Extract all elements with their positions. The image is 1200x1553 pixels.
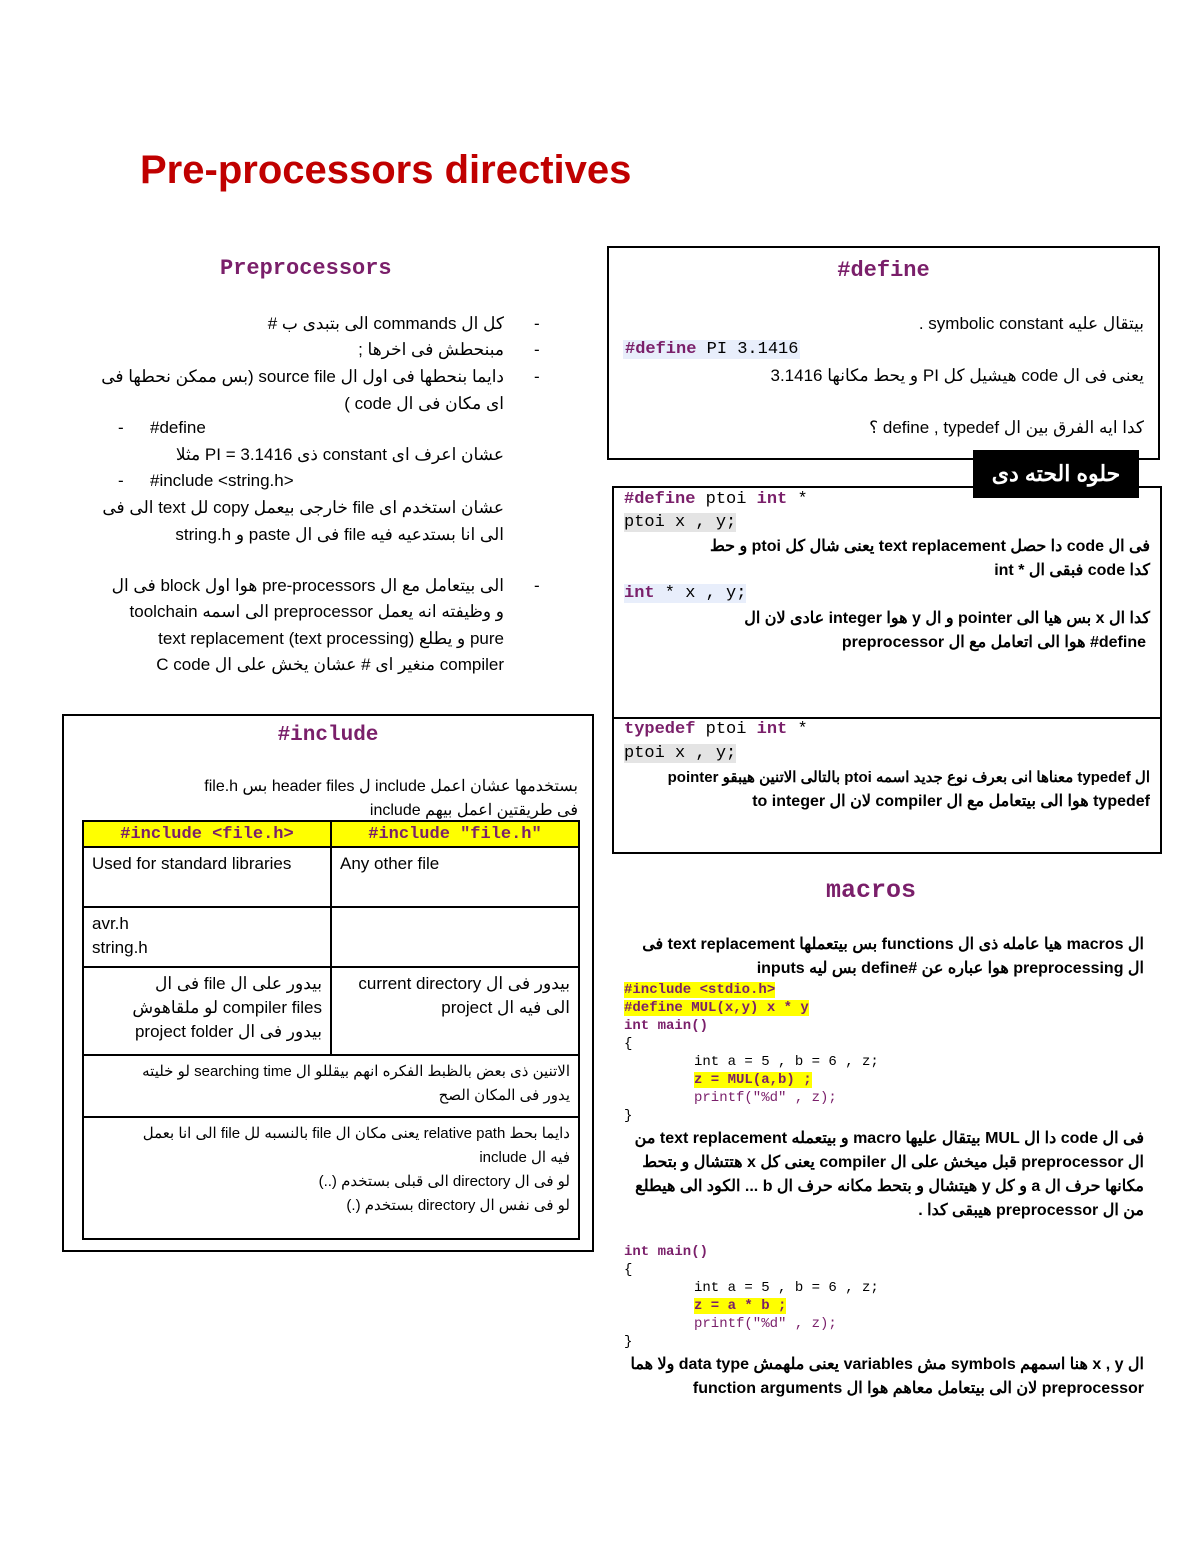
macros-text: فى ال code دا ال MUL بيتقال عليها macro و بيتعمله text replacement من [634, 1130, 1144, 1147]
code-line: printf("%d" , z); [694, 1316, 837, 1332]
list-item: اى مكان فى ال code ) [344, 394, 504, 413]
code-keyword: #define [625, 340, 697, 359]
code-line: int a = 5 , b = 6 , z; [694, 1280, 879, 1296]
bullet-dash: - [534, 314, 540, 333]
cell-line: يدور فى المكان الصح [438, 1087, 570, 1104]
code-keyword: int [756, 720, 788, 739]
macros-heading: macros [826, 876, 917, 905]
bullet-dash: - [118, 471, 124, 490]
code-line [624, 720, 808, 739]
macros-text: ال preprocessor قبل ميخش على ال compiler يعنى كل x هتتشال و بتحط [642, 1154, 1144, 1171]
preprocessors-heading: Preprocessors [220, 256, 392, 281]
table-cell: Any other file [331, 847, 579, 907]
ptoi-text: فى ال code دا حصل text replacement يعنى شال كل ptoi و حط [709, 538, 1150, 555]
macros-text: مكانها حرف ال a و كل y هيتشال و بتحط مكانه حرف ال b ... الكود الى هيطلع [635, 1178, 1144, 1195]
bullet-dash: - [118, 418, 124, 437]
code-line: #define MUL(x,y) x * y [624, 1000, 809, 1016]
column-header-angle: #include <file.h> [83, 821, 331, 847]
code-text: ptoi x , y; [624, 513, 737, 532]
code-text: * [787, 720, 808, 739]
code-line [624, 490, 808, 509]
ptoi-text: ال typedef معناها انى بعرف نوع جديد اسمه ptoi بالتالى الاتنين هيبقو pointer [667, 769, 1150, 786]
code-line: } [624, 1108, 633, 1124]
define-code [623, 340, 800, 359]
cell-line: compiler files لو ملقاهوش [132, 998, 322, 1017]
list-item: text replacement (text processing) و يطلع pure [158, 629, 504, 648]
cell-line: بيدور فى ال current directory [358, 974, 570, 993]
macros-text: ال macros هيا عامله ذى ال functions بس بيتعملها text replacement فى [642, 936, 1144, 953]
include-heading: #include [277, 724, 379, 747]
list-item: #define [150, 418, 206, 437]
code-keyword: #define [624, 490, 696, 509]
code-line [624, 584, 746, 603]
code-text: * x , y; [654, 584, 747, 603]
code-keyword: int [756, 490, 788, 509]
list-item: C code منغير اى # عشان يخش على ال compiler [156, 655, 504, 674]
table-cell [331, 967, 579, 1055]
page-title: Pre-processors directives [140, 148, 632, 192]
table-cell: Used for standard libraries [83, 847, 331, 907]
macros-text: من ال preprocessor هيبقى كدا . [918, 1202, 1144, 1219]
bullet-dash: - [534, 340, 540, 359]
define-box [607, 246, 1160, 460]
ptoi-text: كدا ال x بس هيا الى pointer و ال y هوا integer عادى لان ال [744, 610, 1150, 627]
cell-line: دايما بحط relative path يعنى مكان ال file بالنسبه لل file الى انا بعمل [142, 1125, 570, 1142]
include-box [62, 714, 594, 1252]
code-text: ptoi [695, 490, 757, 509]
cell-line: لو فى ال directory الى قبلى بستخدم (..) [318, 1173, 570, 1190]
code-line [624, 744, 736, 763]
code-line: { [624, 1262, 633, 1278]
code-line: { [624, 1036, 633, 1052]
code-keyword: int [624, 584, 655, 603]
list-item: عشان اعرف اى constant ذى PI = 3.1416 مثلا [175, 445, 504, 464]
cell-line: الاتنين ذى بعض بالظبط الفكره انهم بيقللو ال searching time لو خليته [142, 1063, 570, 1080]
define-line-1: بيتقال عليه symbolic constant . [918, 314, 1144, 333]
include-intro-2: فى طريقتين اعمل بيهم include [369, 802, 578, 819]
table-cell [83, 907, 331, 967]
define-line-3: كدا ايه الفرق بين ال define , typedef ؟ [869, 418, 1144, 437]
table-cell [83, 967, 331, 1055]
column-header-quote: #include "file.h" [331, 821, 579, 847]
code-text: * [787, 490, 808, 509]
code-text: PI 3.1416 [696, 340, 799, 359]
ptoi-box [612, 486, 1162, 854]
list-item: عشان استخدم اى file خارجى بيعمل copy لل text الى فى [102, 498, 504, 517]
list-item: مبنحطش فى اخرها ; [358, 340, 504, 359]
code-line: int main() [624, 1018, 709, 1034]
table-cell [83, 1117, 579, 1239]
code-keyword: typedef [624, 720, 696, 739]
list-item: دايما بنحطها فى اول ال source file (بس ممكن نحطها فى [101, 367, 504, 386]
code-line: #include <stdio.h> [624, 982, 776, 998]
code-line: z = a * b ; [694, 1298, 787, 1314]
code-line: int a = 5 , b = 6 , z; [694, 1054, 879, 1070]
cell-line: لو فى نفس ال directory بستخدم (.) [346, 1197, 570, 1214]
highlight-badge: حلوه الحته دى [973, 450, 1139, 498]
list-item: #include <string.h> [150, 471, 294, 490]
cell-line: بيدور على ال file فى ال [155, 974, 322, 993]
cell-line: avr.h [92, 914, 129, 933]
define-line-2: يعنى فى ال code هيشيل كل PI و يحط مكانها 3.1416 [770, 366, 1144, 385]
ptoi-text: to integer لان ال compiler هوا الى بيتعامل مع ال typedef [752, 793, 1150, 810]
table-cell [83, 1055, 579, 1117]
code-text: ptoi x , y; [624, 744, 737, 763]
list-item: toolchain الى اسمه preprocessor و وظيفته انه يعمل [129, 602, 504, 621]
include-table [82, 820, 580, 1240]
code-line: z = MUL(a,b) ; [694, 1072, 812, 1088]
divider [614, 717, 1160, 719]
macros-text: ال x , y هنا اسمهم symbols مش variables يعنى ملهمش data type ولا هما [630, 1356, 1144, 1373]
table-cell [331, 907, 579, 967]
code-line [624, 513, 736, 532]
list-item: الى بيتعامل مع ال pre-processors هوا اول block فى ال [111, 576, 504, 595]
list-item: كل ال commands الى بتبدى ب # [267, 314, 504, 333]
code-text: ptoi [695, 720, 757, 739]
code-line: int main() [624, 1244, 709, 1260]
ptoi-text: preprocessor هوا الى اتعامل مع ال #define [841, 634, 1146, 651]
bullet-dash: - [534, 367, 540, 386]
ptoi-text: int * فبقى ال code كدا [994, 562, 1150, 579]
list-item: string.h و paste فى ال file الى انا بستدعيه فيه [175, 525, 504, 544]
cell-line: بيدور فى ال project folder [134, 1022, 322, 1041]
define-heading: #define [837, 258, 930, 283]
cell-line: الى فيه ال project [441, 998, 570, 1017]
cell-line: string.h [92, 938, 148, 957]
include-intro-1: بستخدمها عشان اعمل include ل header files بس file.h [204, 778, 578, 795]
code-line: } [624, 1334, 633, 1350]
macros-text: ال preprocessing هوا عباره عن #define بس ليه inputs [756, 960, 1144, 977]
code-line: printf("%d" , z); [694, 1090, 837, 1106]
bullet-dash: - [534, 576, 540, 595]
cell-line: فيه ال include [479, 1149, 570, 1166]
macros-text: function arguments لان الى بيتعامل معاهم هوا ال preprocessor [692, 1380, 1144, 1397]
